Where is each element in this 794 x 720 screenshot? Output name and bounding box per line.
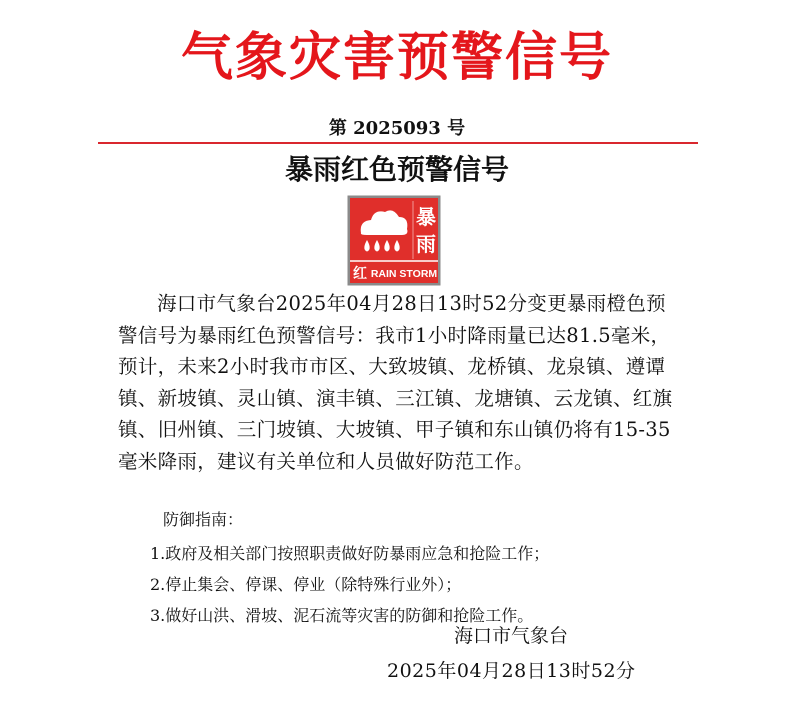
- document-title: 气象灾害预警信号: [180, 28, 613, 88]
- warning-body-paragraph: 海口市气象台2025年04月28日13时52分变更暴雨橙色预警信号为暴雨红色预警信号：我市1小时降雨量已达81.5毫米，预计，未来2小时我市市区、大致坡镇、龙桥镇、龙泉镇、遵谭镇、新坡镇、灵山镇、演丰镇、三江镇、龙塘镇、云龙镇、红旗镇、旧州镇、三门坡镇、大坡镇、甲子镇和东山镇仍将有15-35毫米降雨，建议有关单位和人员做好防范工作。: [118, 292, 673, 473]
- icon-char-top: 暴: [416, 205, 436, 229]
- icon-char-bottom: 雨: [416, 232, 436, 256]
- icon-level-char: 红: [353, 266, 367, 282]
- guide-item: 3.做好山洪、滑坡、泥石流等灾害的防御和抢险工作。: [150, 606, 534, 625]
- signature-time: 2025年04月28日13时52分: [387, 660, 636, 682]
- guide-item: 2.停止集会、停课、停业（除特殊行业外）；: [150, 575, 462, 594]
- rain-storm-red-icon: [347, 195, 441, 286]
- icon-label: RAIN STORM: [370, 268, 438, 280]
- guide-heading: 防御指南：: [163, 510, 244, 529]
- signature-organization: 海口市气象台: [454, 625, 569, 647]
- signal-title: 暴雨红色预警信号: [284, 153, 509, 186]
- guide-item: 1.政府及相关部门按照职责做好防暴雨应急和抢险工作；: [150, 544, 550, 563]
- guide-list: [150, 538, 549, 631]
- divider-line: [98, 142, 698, 144]
- issue-number: 第 2025093 号: [328, 118, 466, 139]
